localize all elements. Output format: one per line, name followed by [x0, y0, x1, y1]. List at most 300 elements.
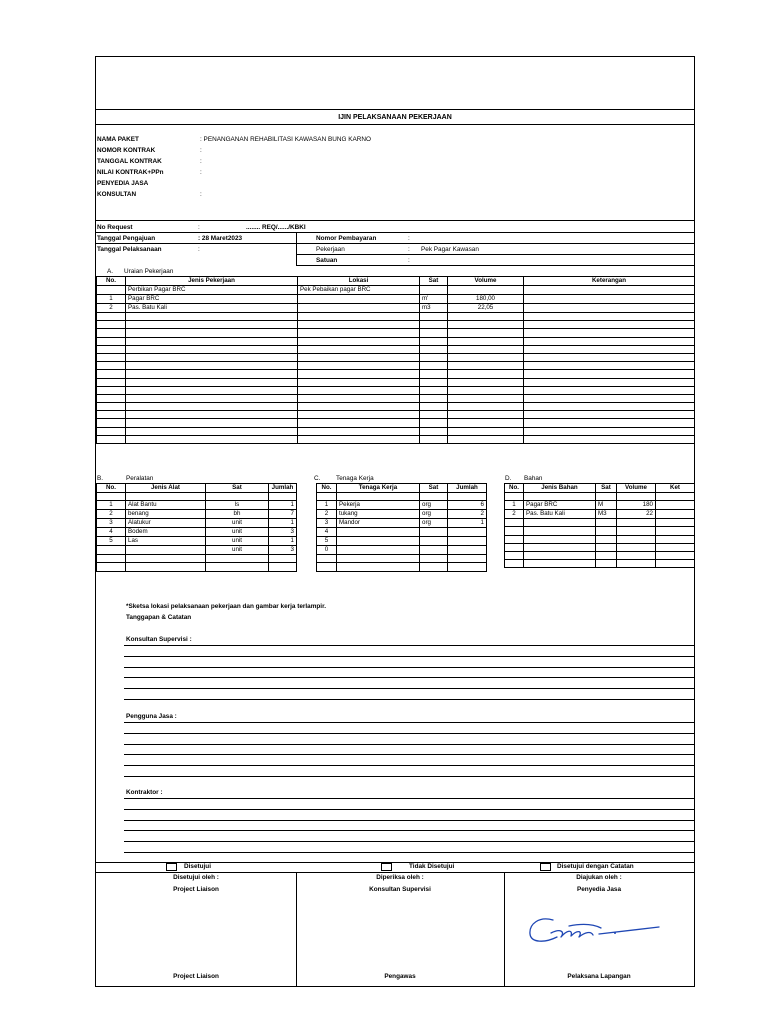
- cell-no: [97, 337, 126, 345]
- cell-volume: 180: [617, 501, 656, 510]
- cell-no: [97, 345, 126, 353]
- cell-no: 4: [317, 528, 337, 537]
- cell-jenis-pekerjaan: [126, 337, 298, 345]
- cell-sat: [420, 386, 448, 394]
- cell-tenaga-kerja: Pekerja: [337, 501, 420, 510]
- cell-keterangan: [524, 419, 695, 427]
- cell-sat: [420, 378, 448, 386]
- cell-sat: [206, 493, 269, 501]
- table-row: [97, 394, 695, 402]
- cell-jenis-pekerjaan: Perbikan Pagar BRC: [126, 286, 298, 295]
- table-row: [97, 501, 297, 510]
- request-line-4: [296, 265, 694, 266]
- section-c-letter: C.: [314, 475, 321, 482]
- note-line[interactable]: [124, 852, 694, 853]
- satuan-colon: :: [408, 257, 410, 264]
- table-row: [97, 419, 695, 427]
- cell-jumlah: [448, 537, 487, 546]
- cell-sat: org: [420, 501, 448, 510]
- cell-jenis-pekerjaan: [126, 321, 298, 329]
- cell-lokasi: [298, 321, 420, 329]
- cell-keterangan: [524, 362, 695, 370]
- cell-jumlah: 1: [269, 519, 297, 528]
- sig-3-action: Diajukan oleh :: [576, 874, 622, 881]
- cell-sat: unit: [206, 537, 269, 546]
- table-row: [317, 501, 487, 510]
- cell-no: [97, 563, 126, 571]
- note-line[interactable]: [124, 645, 694, 646]
- table-row: [97, 304, 695, 313]
- cell-jenis-bahan: [524, 527, 596, 535]
- table-row: [317, 510, 487, 519]
- tenaga-kerja-table: [316, 483, 487, 572]
- cell-jenis-pekerjaan: [126, 435, 298, 443]
- cell-volume: [448, 362, 524, 370]
- table-header-row: [317, 484, 487, 493]
- table-row: [505, 519, 695, 527]
- cell-sat: m': [420, 295, 448, 304]
- cell-jumlah: [448, 493, 487, 501]
- table-row: [97, 329, 695, 337]
- cell-sat: [596, 519, 617, 527]
- header-jenis-pekerjaan: Jenis Pekerjaan: [126, 277, 298, 286]
- note-line[interactable]: [124, 754, 694, 755]
- cell-sat: M: [596, 501, 617, 510]
- note-line[interactable]: [124, 841, 694, 842]
- cell-lokasi: [298, 370, 420, 378]
- cell-volume: [448, 394, 524, 402]
- cell-jenis-alat: [126, 546, 206, 555]
- table-row: [317, 537, 487, 546]
- cell-no: [97, 353, 126, 361]
- cell-sat: [420, 353, 448, 361]
- konsultan-supervisi-label: Konsultan Supervisi :: [126, 636, 192, 643]
- cell-jenis-pekerjaan: [126, 403, 298, 411]
- table-row: [97, 386, 695, 394]
- sig-1-action: Disetujui oleh :: [173, 874, 219, 881]
- cell-no: 2: [505, 510, 524, 519]
- cell-volume: [448, 329, 524, 337]
- sig-3-signer: Pelaksana Lapangan: [567, 973, 631, 980]
- cell-no: 2: [97, 304, 126, 313]
- table-row: [97, 295, 695, 304]
- cell-lokasi: [298, 411, 420, 419]
- cell-sat: [420, 362, 448, 370]
- request-line-3: [296, 254, 694, 255]
- approve-label: Disetujui: [184, 863, 211, 870]
- note-line[interactable]: [124, 699, 694, 700]
- sig-2-action: Diperiksa oleh :: [376, 874, 424, 881]
- cell-jumlah: 1: [448, 519, 487, 528]
- cell-volume: [448, 411, 524, 419]
- cell-sat: [420, 419, 448, 427]
- cell-keterangan: [524, 435, 695, 443]
- cell-jenis-pekerjaan: [126, 353, 298, 361]
- cell-sat: [420, 537, 448, 546]
- header-sat: Sat: [596, 484, 617, 493]
- nomor-pembayaran-label: Nomor Pembayaran: [316, 235, 377, 242]
- cell-jenis-alat: [126, 563, 206, 571]
- table-row: [97, 555, 297, 563]
- header-volume: Volume: [617, 484, 656, 493]
- cell-no: [97, 419, 126, 427]
- table-row: [505, 510, 695, 519]
- info-label-penyedia-jasa: PENYEDIA JASA: [97, 180, 149, 187]
- table-row: [97, 519, 297, 528]
- cell-jenis-bahan: [524, 543, 596, 551]
- section-c-title: Tenaga Kerja: [336, 475, 374, 482]
- cell-no: 3: [97, 519, 126, 528]
- table-header-row: [97, 484, 297, 493]
- cell-sat: org: [420, 519, 448, 528]
- table-row: [505, 560, 695, 568]
- header-jumlah: Jumlah: [448, 484, 487, 493]
- note-line[interactable]: [124, 688, 694, 689]
- satuan-label: Satuan: [316, 257, 338, 264]
- cell-volume: [448, 427, 524, 435]
- table-row: [505, 493, 695, 501]
- cell-no: 2: [317, 510, 337, 519]
- table-row: [97, 321, 695, 329]
- cell-sat: unit: [206, 546, 269, 555]
- cell-volume: [617, 551, 656, 559]
- cell-jenis-pekerjaan: [126, 411, 298, 419]
- table-row: [97, 563, 297, 571]
- header-jumlah: Jumlah: [269, 484, 297, 493]
- table-row: [317, 528, 487, 537]
- cell-volume: 180,00: [448, 295, 524, 304]
- cell-volume: [448, 435, 524, 443]
- section-a-title: Uraian Pekerjaan: [124, 268, 174, 275]
- info-label-nilai-kontrak: NILAI KONTRAK+PPn: [97, 169, 164, 176]
- cell-jumlah: [269, 563, 297, 571]
- cell-sat: [596, 493, 617, 501]
- note-line[interactable]: [124, 677, 694, 678]
- cell-lokasi: [298, 337, 420, 345]
- cell-jenis-pekerjaan: [126, 427, 298, 435]
- cell-lokasi: [298, 378, 420, 386]
- note-line[interactable]: [124, 744, 694, 745]
- cell-volume: [448, 337, 524, 345]
- pekerjaan-value: Pek Pagar Kawasan: [421, 246, 479, 253]
- header-sat: Sat: [420, 277, 448, 286]
- cell-no: [317, 493, 337, 501]
- header-sat: Sat: [420, 484, 448, 493]
- cell-no: [97, 362, 126, 370]
- cell-keterangan: [524, 304, 695, 313]
- cell-sat: [420, 427, 448, 435]
- cell-sat: [420, 403, 448, 411]
- cell-no: [505, 551, 524, 559]
- cell-tenaga-kerja: Mandor: [337, 519, 420, 528]
- cell-jenis-pekerjaan: [126, 370, 298, 378]
- cell-volume: [448, 386, 524, 394]
- cell-jenis-pekerjaan: [126, 345, 298, 353]
- cell-volume: [448, 313, 524, 321]
- pekerjaan-label: Pekerjaan: [316, 246, 345, 253]
- cell-lokasi: [298, 304, 420, 313]
- cell-lokasi: [298, 386, 420, 394]
- cell-volume: [617, 493, 656, 501]
- cell-sat: [420, 345, 448, 353]
- cell-ket: [656, 493, 695, 501]
- cell-sat: [420, 337, 448, 345]
- cell-sat: [420, 329, 448, 337]
- cell-jumlah: [269, 555, 297, 563]
- cell-jenis-pekerjaan: [126, 386, 298, 394]
- cell-sat: [420, 286, 448, 295]
- cell-volume: [448, 321, 524, 329]
- table-row: [317, 555, 487, 563]
- cell-no: 1: [317, 501, 337, 510]
- cell-sat: [420, 313, 448, 321]
- cell-keterangan: [524, 353, 695, 361]
- cell-lokasi: [298, 345, 420, 353]
- header-tenaga-kerja: Tenaga Kerja: [337, 484, 420, 493]
- cell-jenis-bahan: Pagar BRC: [524, 501, 596, 510]
- note-line[interactable]: [124, 765, 694, 766]
- uraian-pekerjaan-table: [96, 276, 695, 444]
- cell-no: 4: [97, 528, 126, 537]
- cell-no: [97, 378, 126, 386]
- section-b-letter: B.: [97, 475, 104, 482]
- cell-ket: [656, 535, 695, 543]
- tanggal-pengajuan-label: Tanggal Pengajuan: [97, 235, 156, 242]
- cell-no: [505, 527, 524, 535]
- cell-jenis-bahan: [524, 519, 596, 527]
- cell-jumlah: [448, 563, 487, 571]
- table-row: [97, 378, 695, 386]
- note-line[interactable]: [124, 809, 694, 810]
- cell-jumlah: [448, 528, 487, 537]
- table-row: [97, 286, 695, 295]
- cell-no: [505, 519, 524, 527]
- cell-sat: [420, 321, 448, 329]
- cell-jenis-alat: Bodem: [126, 528, 206, 537]
- cell-no: [505, 493, 524, 501]
- section-b-title: Peralatan: [126, 475, 154, 482]
- info-value-nama-paket: : PENANGANAN REHABILITASI KAWASAN BUNG KARNO: [200, 136, 371, 143]
- title-bottom-line: [96, 124, 694, 125]
- cell-jenis-bahan: [524, 551, 596, 559]
- pengguna-jasa-label: Pengguna Jasa :: [126, 713, 177, 720]
- header-volume: Volume: [448, 277, 524, 286]
- info-value-konsultan: :: [200, 191, 202, 198]
- note-line[interactable]: [124, 656, 694, 657]
- table-row: [97, 313, 695, 321]
- table-row: [505, 543, 695, 551]
- cell-sat: M3: [596, 510, 617, 519]
- cell-no: [97, 403, 126, 411]
- table-row: [97, 337, 695, 345]
- cell-jumlah: 6: [448, 501, 487, 510]
- note-line[interactable]: [124, 820, 694, 821]
- cell-keterangan: [524, 295, 695, 304]
- cell-jenis-pekerjaan: [126, 419, 298, 427]
- table-row: [97, 370, 695, 378]
- tanggal-pengajuan-value: : 28 Maret2023: [198, 235, 243, 242]
- cell-no: [97, 411, 126, 419]
- cell-volume: [448, 286, 524, 295]
- cell-sat: [420, 528, 448, 537]
- cell-volume: [448, 403, 524, 411]
- cell-no: 5: [317, 537, 337, 546]
- cell-lokasi: [298, 362, 420, 370]
- cell-keterangan: [524, 286, 695, 295]
- cell-tenaga-kerja: [337, 555, 420, 563]
- cell-no: [505, 543, 524, 551]
- cell-sat: [420, 493, 448, 501]
- cell-jumlah: [269, 493, 297, 501]
- note-line[interactable]: [124, 798, 694, 799]
- table-row: [97, 353, 695, 361]
- cell-no: [97, 370, 126, 378]
- cell-tenaga-kerja: [337, 537, 420, 546]
- cell-keterangan: [524, 321, 695, 329]
- form-title: IJIN PELAKSANAAN PEKERJAAN: [338, 114, 452, 121]
- cell-sat: ls: [206, 501, 269, 510]
- cell-sat: [596, 535, 617, 543]
- cell-jumlah: 1: [269, 537, 297, 546]
- sig-3-role: Penyedia Jasa: [576, 886, 622, 893]
- reject-checkbox[interactable]: [381, 863, 392, 871]
- note-line[interactable]: [124, 722, 694, 723]
- cell-jenis-alat: benang: [126, 510, 206, 519]
- cell-volume: [617, 543, 656, 551]
- cell-keterangan: [524, 345, 695, 353]
- reject-label: Tidak Disetujui: [409, 863, 455, 870]
- request-line-1: [96, 232, 694, 233]
- cell-lokasi: [298, 419, 420, 427]
- sig-2-signer: Pengawas: [384, 973, 416, 980]
- cell-no: [97, 555, 126, 563]
- cell-tenaga-kerja: [337, 546, 420, 555]
- cell-volume: [617, 560, 656, 568]
- cell-tenaga-kerja: [337, 528, 420, 537]
- cell-volume: [617, 535, 656, 543]
- cell-tenaga-kerja: [337, 493, 420, 501]
- cell-jumlah: 3: [269, 528, 297, 537]
- cell-keterangan: [524, 386, 695, 394]
- approve-with-notes-checkbox[interactable]: [540, 863, 551, 871]
- tanggal-pelaksanaan-colon: :: [198, 246, 200, 253]
- request-no-label: No Request: [97, 224, 133, 231]
- request-divider: [296, 232, 297, 265]
- cell-keterangan: [524, 411, 695, 419]
- request-line-2: [96, 243, 694, 244]
- cell-volume: 22: [617, 510, 656, 519]
- cell-jenis-alat: Las: [126, 537, 206, 546]
- cell-no: [97, 329, 126, 337]
- cell-jenis-pekerjaan: [126, 329, 298, 337]
- cell-sat: [596, 543, 617, 551]
- cell-jenis-bahan: [524, 560, 596, 568]
- cell-jumlah: 3: [269, 546, 297, 555]
- cell-jumlah: [448, 546, 487, 555]
- table-row: [97, 528, 297, 537]
- header-keterangan: Keterangan: [524, 277, 695, 286]
- table-row: [97, 362, 695, 370]
- cell-jenis-alat: [126, 493, 206, 501]
- cell-jenis-alat: [126, 555, 206, 563]
- work-permit-form: [95, 56, 695, 987]
- cell-sat: org: [420, 510, 448, 519]
- table-row: [317, 546, 487, 555]
- cell-no: [97, 286, 126, 295]
- cell-lokasi: [298, 295, 420, 304]
- note-line[interactable]: [124, 733, 694, 734]
- cell-jenis-alat: Alatukur: [126, 519, 206, 528]
- cell-lokasi: [298, 313, 420, 321]
- sig-2-role: Konsultan Supervisi: [369, 886, 431, 893]
- cell-sat: [596, 527, 617, 535]
- cell-keterangan: [524, 394, 695, 402]
- tanggapan-label: Tanggapan & Catatan: [126, 614, 192, 621]
- note-line[interactable]: [124, 667, 694, 668]
- note-line[interactable]: [124, 776, 694, 777]
- peralatan-table: [96, 483, 297, 572]
- bahan-table: [504, 483, 695, 568]
- cell-keterangan: [524, 403, 695, 411]
- cell-sat: [206, 563, 269, 571]
- cell-ket: [656, 527, 695, 535]
- info-label-nomor-kontrak: NOMOR KONTRAK: [97, 147, 156, 154]
- info-value-nilai-kontrak: :: [200, 169, 202, 176]
- tanggal-pelaksanaan-label: Tanggal Pelaksanaan: [97, 246, 162, 253]
- table-row: [505, 527, 695, 535]
- cell-keterangan: [524, 313, 695, 321]
- approve-with-notes-label: Disetujui dengan Catatan: [557, 863, 634, 870]
- cell-jenis-pekerjaan: Pas. Batu Kali: [126, 304, 298, 313]
- nomor-pembayaran-colon: :: [408, 235, 410, 242]
- table-header-row: [505, 484, 695, 493]
- cell-jumlah: 1: [269, 501, 297, 510]
- cell-sat: [596, 560, 617, 568]
- cell-no: [97, 313, 126, 321]
- cell-no: 1: [505, 501, 524, 510]
- cell-volume: [448, 419, 524, 427]
- cell-no: [505, 535, 524, 543]
- table-header-row: [97, 277, 695, 286]
- info-label-tanggal-kontrak: TANGGAL KONTRAK: [97, 158, 162, 165]
- cell-ket: [656, 510, 695, 519]
- cell-no: [97, 394, 126, 402]
- cell-lokasi: Pek Pebaikan pagar BRC: [298, 286, 420, 295]
- cell-jenis-alat: Alat Bantu: [126, 501, 206, 510]
- approve-checkbox[interactable]: [166, 863, 177, 871]
- table-row: [97, 345, 695, 353]
- cell-jenis-pekerjaan: [126, 313, 298, 321]
- cell-no: [317, 563, 337, 571]
- sig-1-signer: Project Liaison: [173, 973, 219, 980]
- header-lokasi: Lokasi: [298, 277, 420, 286]
- table-row: [97, 537, 297, 546]
- cell-sat: [420, 546, 448, 555]
- header-no: No.: [97, 484, 126, 493]
- table-row: [97, 493, 297, 501]
- note-line[interactable]: [124, 830, 694, 831]
- cell-keterangan: [524, 329, 695, 337]
- sig-1-role: Project Liaison: [173, 886, 219, 893]
- cell-ket: [656, 560, 695, 568]
- table-row: [97, 403, 695, 411]
- cell-sat: m3: [420, 304, 448, 313]
- header-no: No.: [505, 484, 524, 493]
- cell-no: 1: [97, 295, 126, 304]
- cell-keterangan: [524, 370, 695, 378]
- header-no: No.: [97, 277, 126, 286]
- cell-lokasi: [298, 435, 420, 443]
